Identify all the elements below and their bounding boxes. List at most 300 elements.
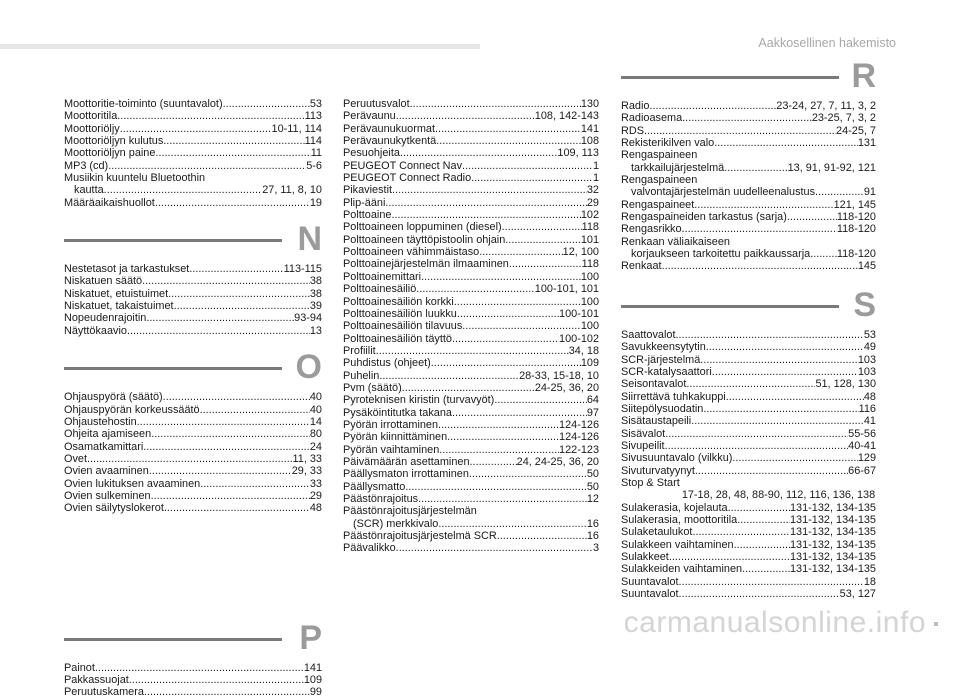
- index-entry-pages: 109, 113: [557, 147, 599, 160]
- index-entry-pages: 50: [586, 468, 599, 481]
- index-entry-pages: 53: [863, 328, 876, 341]
- index-entry-pages: 10-11, 114: [271, 122, 322, 135]
- index-entry: [64, 674, 322, 686]
- index-entry: [64, 123, 322, 135]
- index-entry-label: Rengasrikko: [621, 223, 682, 236]
- section-entries: [64, 662, 322, 699]
- index-entry: [343, 271, 599, 283]
- index-entry: [64, 110, 322, 122]
- leader-dots: [695, 465, 848, 477]
- index-entry-label: RDS: [621, 124, 644, 137]
- leader-dots: [438, 419, 559, 431]
- index-entry: [343, 333, 599, 345]
- leader-dots: [163, 391, 310, 403]
- index-entry-pages: 40: [309, 403, 322, 416]
- index-entry-label: Ohjaustehostin: [64, 415, 137, 428]
- index-entry-pages: 103: [857, 353, 876, 366]
- index-entry: [621, 236, 876, 248]
- index-entry-pages: 131-132, 134-135: [790, 563, 876, 576]
- index-column-1: [64, 98, 322, 699]
- index-entry-pages: 118: [581, 258, 599, 271]
- leader-dots: [200, 478, 310, 490]
- index-entry: [343, 320, 599, 332]
- leader-dots: [151, 428, 310, 440]
- index-entry: [343, 184, 599, 196]
- leader-dots: [706, 341, 864, 353]
- index-entry-label: Nopeudenrajoitin: [64, 312, 147, 325]
- leader-dots: [787, 211, 837, 223]
- index-entry: [343, 493, 599, 505]
- index-entry-pages: 51, 128, 130: [815, 378, 876, 391]
- index-entry-pages: 102: [580, 209, 599, 222]
- index-entry-pages: 100-102: [559, 332, 599, 345]
- index-entry: [343, 110, 599, 122]
- index-entry: [621, 174, 876, 186]
- index-entry: [621, 199, 876, 211]
- index-entry-pages: 101: [580, 233, 599, 246]
- index-entry-pages: 1: [592, 159, 599, 172]
- index-entry-label: Pyörän vaihtaminen: [343, 443, 440, 456]
- index-entry: [343, 518, 599, 530]
- section-divider-line: [64, 239, 282, 242]
- index-entry-label: Moottoriöljyn kulutus: [64, 135, 164, 148]
- index-entry: [343, 258, 599, 270]
- index-entry-pages: 100-101, 101: [534, 283, 599, 296]
- index-entry-pages: 33: [309, 477, 322, 490]
- leader-dots: [87, 453, 293, 465]
- index-entry: [621, 378, 876, 390]
- index-entry-pages: 50: [586, 480, 599, 493]
- index-entry-label: Ohjeita ajamiseen: [64, 428, 152, 441]
- leader-dots: [682, 112, 812, 124]
- index-entry-label: Sisävalot: [621, 427, 666, 440]
- leader-dots: [644, 125, 836, 137]
- leader-dots: [728, 502, 790, 514]
- leader-dots: [502, 221, 582, 233]
- index-entry: [64, 98, 322, 110]
- index-entry-label: Päällysmatto: [343, 480, 406, 493]
- index-entry: [343, 407, 599, 419]
- index-entry: [621, 260, 876, 272]
- index-entry-label: Niskatuet, takaistuimet: [64, 300, 174, 313]
- section-letter-header: [64, 347, 322, 387]
- index-entry-pages: 66-67: [848, 464, 876, 477]
- index-entry: [621, 149, 876, 161]
- index-entry: [343, 283, 599, 295]
- index-entry-pages: 109: [303, 673, 322, 686]
- index-entry-pages: 38: [309, 275, 322, 288]
- leader-dots: [418, 493, 587, 505]
- leader-dots: [396, 542, 593, 554]
- index-entry-label: Päivämäärän asettaminen: [343, 455, 470, 468]
- leader-dots: [117, 110, 304, 122]
- leader-dots: [679, 576, 864, 588]
- index-entry: [64, 184, 322, 196]
- index-entry-label: Stop & Start: [621, 476, 680, 489]
- index-entry-pages: 49: [863, 341, 876, 354]
- index-entry: [621, 489, 876, 501]
- index-entry: [343, 542, 599, 554]
- index-entry-label: Sulakkeen vaihtaminen: [621, 538, 734, 551]
- leader-dots: [505, 234, 581, 246]
- index-entry-label: Ovien säilytyslokerot: [64, 502, 164, 515]
- index-entry-pages: 100: [580, 320, 599, 333]
- index-entry-pages: 14: [309, 415, 322, 428]
- section-o: [64, 347, 322, 514]
- leader-dots: [168, 288, 310, 300]
- index-entry-label: Moottoriöljy: [64, 122, 120, 135]
- index-entry-label: Puhelin: [343, 369, 380, 382]
- index-entry: [621, 354, 876, 366]
- leader-dots: [469, 468, 587, 480]
- index-entry-pages: 141: [303, 661, 322, 674]
- index-entry-label: Päästönrajoitus: [343, 493, 419, 505]
- index-entry: [621, 588, 876, 600]
- index-entry: [343, 357, 599, 369]
- index-entry: [64, 391, 322, 403]
- leader-dots: [391, 209, 580, 221]
- index-entry: [64, 172, 322, 184]
- index-entry-label: (SCR) merkkivalo: [353, 517, 439, 530]
- leader-dots: [452, 333, 559, 345]
- section-entries: [64, 391, 322, 514]
- index-entry: [343, 530, 599, 542]
- leader-dots: [742, 563, 790, 575]
- header-bar: [0, 44, 480, 49]
- index-entry-label: Sulakerasia, moottoritila: [621, 513, 738, 526]
- index-entry: [621, 563, 876, 575]
- index-entry-pages: 108, 142-143: [534, 110, 599, 123]
- index-entry-pages: 129: [857, 452, 876, 465]
- index-entry-label: Päävalikko: [343, 542, 396, 555]
- index-entry-pages: 29: [309, 489, 322, 502]
- leader-dots: [435, 123, 581, 135]
- index-entry: [621, 100, 876, 112]
- index-entry-pages: 55-56: [848, 427, 876, 440]
- leader-dots: [691, 415, 864, 427]
- index-entry-label: Radioasema: [621, 112, 683, 125]
- index-entry-pages: 16: [586, 530, 599, 543]
- index-entry-label: Pvm (säätö): [343, 381, 402, 394]
- index-entry: [64, 416, 322, 428]
- index-entry-pages: 38: [309, 287, 322, 300]
- leader-dots: [724, 162, 787, 174]
- leader-dots: [410, 98, 581, 110]
- index-entry-label: Polttoainesäiliö: [343, 283, 417, 296]
- leader-dots: [694, 199, 833, 211]
- index-entry-label: Renkaat: [621, 260, 662, 273]
- section-n: [64, 219, 322, 337]
- index-entry-label: Polttoainesäiliön luukku: [343, 307, 457, 320]
- index-entry-label: Ovien avaaminen: [64, 465, 149, 478]
- index-entry-label: Ovien sulkeminen: [64, 489, 151, 502]
- index-entry: [64, 263, 322, 275]
- leader-dots: [127, 325, 310, 337]
- index-column-2: [343, 98, 599, 555]
- leader-dots: [120, 123, 272, 135]
- index-entry-pages: 24: [309, 440, 322, 453]
- index-entry: [621, 329, 876, 341]
- index-entry-label: Päästönrajoitusjärjestelmä SCR: [343, 530, 497, 543]
- index-entry-pages: 91: [863, 186, 876, 199]
- leader-dots: [454, 296, 581, 308]
- leader-dots: [462, 160, 593, 172]
- index-entry-pages: 17-18, 28, 48, 88-90, 112, 116, 136, 138: [681, 489, 876, 502]
- leader-dots: [163, 135, 304, 147]
- index-entry-pages: 145: [857, 260, 876, 273]
- leader-dots: [732, 452, 857, 464]
- index-entry-label: Polttoainesäiliön täyttö: [343, 332, 452, 345]
- index-entry: [621, 125, 876, 137]
- index-entry-label: Ovien lukituksen avaaminen: [64, 477, 201, 490]
- page-corner-mark: [934, 622, 938, 626]
- index-entry-pages: 16: [586, 517, 599, 530]
- index-entry-label: Polttoainesäiliön korkki: [343, 295, 454, 308]
- section-entries: [621, 100, 876, 273]
- index-entry: [343, 481, 599, 493]
- index-entry-pages: 32: [586, 184, 599, 197]
- section-letter-header: [621, 56, 876, 96]
- index-entry-label: Polttoaineen täyttöpistoolin ohjain: [343, 233, 506, 246]
- index-entry: [64, 312, 322, 324]
- index-entry: [64, 300, 322, 312]
- index-entry: [343, 172, 599, 184]
- index-entry-label: Päästönrajoitusjärjestelmän: [343, 505, 477, 518]
- leader-dots: [734, 539, 790, 551]
- index-entry-pages: 118-120: [836, 248, 876, 261]
- index-entry-label: Musiikin kuuntelu Bluetoothin: [64, 172, 206, 185]
- index-entry: [621, 341, 876, 353]
- leader-dots: [462, 320, 581, 332]
- section-r: [621, 56, 876, 273]
- leader-dots: [379, 370, 519, 382]
- index-entry: [343, 246, 599, 258]
- index-entry-pages: 93-94: [294, 312, 322, 325]
- index-entry-label: MP3 (cd): [64, 159, 109, 172]
- index-entry: [621, 415, 876, 427]
- index-entry: [64, 275, 322, 287]
- index-entry-pages: 114: [304, 135, 322, 148]
- index-entry-label: Puhdistus (ohjeet): [343, 357, 431, 370]
- index-entry: [64, 428, 322, 440]
- leader-dots: [392, 184, 587, 196]
- index-entry-label: kautta: [74, 184, 104, 197]
- index-entry: [621, 526, 876, 538]
- index-entry-pages: 99: [309, 686, 322, 699]
- index-entry-label: Päällysmaton irrottaminen: [343, 468, 469, 481]
- index-entry: [621, 112, 876, 124]
- index-entry: [621, 465, 876, 477]
- index-entry: [621, 576, 876, 588]
- index-entry-pages: 48: [863, 390, 876, 403]
- leader-dots: [164, 502, 310, 514]
- leader-dots: [144, 686, 310, 698]
- index-entry: [621, 551, 876, 563]
- index-entry: [64, 404, 322, 416]
- leader-dots: [726, 391, 864, 403]
- leader-dots: [470, 456, 517, 468]
- leader-dots: [457, 308, 559, 320]
- leader-dots: [815, 186, 864, 198]
- index-entry-label: Pysäköintitutka takana: [343, 406, 452, 419]
- index-entry-pages: 100-101: [559, 307, 599, 320]
- index-entry-pages: 1: [592, 172, 599, 185]
- index-entry-label: Renkaan väliaikaiseen: [621, 235, 730, 248]
- leader-dots: [509, 258, 582, 270]
- index-entry-pages: 18: [863, 575, 876, 588]
- index-entry: [343, 209, 599, 221]
- leader-dots: [400, 147, 557, 159]
- index-entry: [343, 296, 599, 308]
- index-entry-pages: 13: [309, 324, 322, 337]
- index-entry: [621, 514, 876, 526]
- index-entry-label: Polttoainemittari: [343, 270, 422, 283]
- index-entry-label: Profiilit: [343, 344, 376, 357]
- index-entry-label: Pyörän kiinnittäminen: [343, 431, 448, 444]
- index-entry: [64, 502, 322, 514]
- index-entry: [621, 452, 876, 464]
- index-entry-label: Savukkeensytytin: [621, 341, 706, 354]
- index-entry-pages: 41: [863, 415, 876, 428]
- section-letter-header: [621, 285, 876, 325]
- index-entry: [64, 662, 322, 674]
- index-entry-pages: 23-25, 7, 3, 2: [811, 112, 876, 125]
- index-entry-pages: 53: [309, 98, 322, 110]
- index-entry-pages: 131: [857, 137, 876, 150]
- leader-dots: [682, 223, 837, 235]
- index-entry-pages: 116: [858, 402, 876, 415]
- index-entry-pages: 34, 18: [568, 344, 599, 357]
- index-entry-pages: 28-33, 15-18, 10: [519, 369, 599, 382]
- index-entry-label: Sivuturvatyynyt: [621, 464, 695, 477]
- index-entry-label: Sivupeilit: [621, 439, 665, 452]
- index-entry-pages: 113-115: [283, 263, 322, 276]
- index-entry-pages: 24-25, 7: [836, 124, 876, 137]
- leader-dots: [104, 184, 263, 196]
- index-entry-label: Rengaspaineiden tarkastus (sarja): [621, 211, 787, 224]
- index-entry: [621, 391, 876, 403]
- leader-dots: [649, 100, 776, 112]
- leader-dots: [149, 465, 292, 477]
- leader-dots: [189, 263, 283, 275]
- index-entry-pages: 64: [586, 394, 599, 407]
- index-entry-pages: 12: [586, 493, 599, 505]
- index-entry-label: Pyroteknisen kiristin (turvavyöt): [343, 394, 495, 407]
- index-entry: [343, 308, 599, 320]
- section-letter: N: [297, 220, 322, 259]
- index-entry-pages: 97: [586, 406, 599, 419]
- index-entry-pages: 124-126: [559, 418, 599, 431]
- index-entry: [64, 288, 322, 300]
- watermark-text: carmanualsonline.info: [623, 606, 926, 639]
- index-entry-label: korjaukseen tarkoitettu paikkaussarja: [631, 248, 811, 261]
- index-entry-pages: 23-24, 27, 7, 11, 3, 2: [776, 100, 876, 112]
- index-entry-label: Sivusuuntavalo (vilkku): [621, 452, 733, 465]
- index-entries-p: [343, 98, 599, 555]
- index-entry-label: Ovet: [64, 452, 87, 465]
- index-entry-pages: 5-6: [306, 159, 322, 172]
- index-entry: [621, 477, 876, 489]
- index-entry-pages: 11: [310, 147, 322, 160]
- index-entry: [343, 197, 599, 209]
- index-entry-pages: 13, 91, 91-92, 121: [787, 161, 876, 174]
- index-entry-label: Sulaketaulukot: [621, 526, 693, 539]
- index-entry: [621, 403, 876, 415]
- leader-dots: [200, 404, 310, 416]
- index-entry: [621, 137, 876, 149]
- index-entry-label: Polttoaineen loppuminen (diesel): [343, 221, 502, 234]
- index-entry: [64, 478, 322, 490]
- index-entry-pages: 39: [309, 300, 322, 313]
- index-entry: [621, 162, 876, 174]
- index-entry-pages: 131-132, 134-135: [790, 513, 876, 526]
- index-entry-label: Seisontavalot: [621, 378, 687, 391]
- index-entries-m: [64, 98, 322, 209]
- leader-dots: [146, 312, 294, 324]
- index-entry-label: Perävaunu: [343, 110, 396, 123]
- leader-dots: [676, 329, 864, 341]
- leader-dots: [174, 300, 310, 312]
- index-entry-label: valvontajärjestelmän uudelleenalustus: [631, 186, 816, 199]
- leader-dots: [142, 275, 310, 287]
- index-entry-label: tarkkailujärjestelmä: [631, 161, 725, 174]
- index-entry: [64, 147, 322, 159]
- leader-dots: [665, 440, 849, 452]
- index-entry: [343, 505, 599, 517]
- index-entry-label: Painot: [64, 661, 95, 674]
- index-entry-label: Suuntavalot: [621, 575, 679, 588]
- index-entry-pages: 108: [580, 135, 599, 148]
- index-entry: [343, 234, 599, 246]
- index-entry: [621, 539, 876, 551]
- index-entry-label: Määräaikaishuollot: [64, 196, 155, 209]
- index-entry-label: Näyttökaavio: [64, 324, 127, 337]
- index-entry-label: Osamatkamittari: [64, 440, 144, 453]
- index-entry-pages: 131-132, 134-135: [790, 526, 876, 539]
- leader-dots: [129, 674, 304, 686]
- leader-dots: [405, 481, 587, 493]
- leader-dots: [416, 283, 535, 295]
- index-entry: [64, 441, 322, 453]
- index-entry-label: PEUGEOT Connect Nav: [343, 159, 463, 172]
- index-entry: [621, 211, 876, 223]
- index-entry: [64, 197, 322, 209]
- leader-dots: [737, 514, 790, 526]
- index-entry-label: Polttoaineen vähimmäistaso: [343, 246, 480, 259]
- index-entry-pages: 109: [580, 357, 599, 370]
- section-letter: P: [299, 618, 322, 657]
- section-divider-line: [64, 638, 282, 641]
- index-entry-pages: 103: [857, 365, 876, 378]
- index-entry-label: Polttoainesäiliön tilavuus: [343, 320, 463, 333]
- index-entry: [621, 248, 876, 260]
- index-entry-label: Polttoaine: [343, 209, 392, 222]
- index-entry-label: Rekisterikilven valo: [621, 137, 715, 150]
- section-letter: R: [851, 57, 876, 95]
- index-entry-pages: 118: [581, 221, 599, 234]
- section-letter: O: [295, 348, 322, 387]
- leader-dots: [439, 444, 559, 456]
- index-entry-label: Ohjauspyörä (säätö): [64, 391, 163, 404]
- leader-dots: [703, 403, 858, 415]
- leader-dots: [700, 354, 858, 366]
- index-entry: [343, 468, 599, 480]
- index-entry-label: Rengaspaineen: [621, 174, 698, 187]
- index-entry-pages: 12, 100: [562, 246, 599, 259]
- index-entry-pages: 40: [309, 391, 322, 404]
- index-entry: [343, 382, 599, 394]
- index-entry-pages: 27, 11, 8, 10: [262, 184, 322, 197]
